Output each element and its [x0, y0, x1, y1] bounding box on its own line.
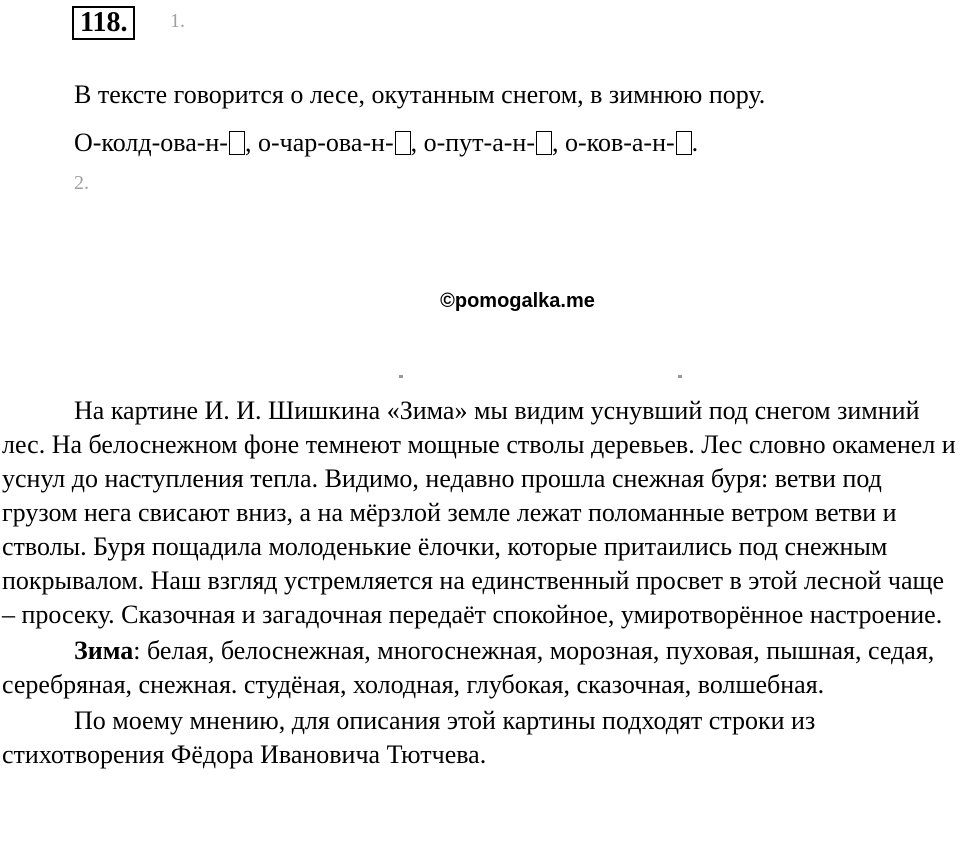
essay-text [2, 394, 958, 772]
ending-box-icon [536, 131, 552, 155]
divider-mark [678, 375, 682, 378]
separator: , [244, 128, 258, 157]
morpheme-word: о-пут-а-н- [423, 128, 535, 157]
exercise-number: 118. [72, 6, 135, 40]
keyword-zima: Зима [74, 636, 134, 665]
ending-box-icon [676, 131, 692, 155]
task1-sentence: В тексте говорится о лесе, окутанным снегом, в зимнюю пору. [74, 80, 766, 109]
separator: , [551, 128, 565, 157]
divider-mark [399, 375, 403, 378]
essay-paragraph-1: На картине И. И. Шишкина «Зима» мы видим уснувший под снегом зимний лес. На белоснежном фоне темнеют мощные стволы деревьев. Лес словно окаменел и уснул до наступления тепла. Видимо, недавно прошла снежная буря: ветви под грузом нега свисают вниз, а на мёрзлой земле лежат поломанные ветром ветви и стволы. Буря пощадила молоденькие ёлочки, которые притаились под снежным покрывалом. Наш взгляд устремляется на единственный просвет в этой лесной чаще – просеку. Сказочная и загадочная передаёт спокойное, умиротворённое настроение. [2, 396, 956, 629]
essay-paragraph-2 [2, 634, 958, 702]
watermark: ©pomogalka.me [440, 290, 595, 312]
essay-paragraph-3: По моему мнению, для описания этой картины подходят строки из стихотворения Фёдора Ивановича Тютчева. [2, 706, 816, 769]
morpheme-word: о-чар-ова-н- [257, 128, 394, 157]
morpheme-line [74, 128, 698, 158]
separator: , [410, 128, 424, 157]
ending-box-icon [229, 131, 245, 155]
morpheme-word: О-колд-ова-н- [74, 128, 228, 157]
ending-box-icon [395, 131, 411, 155]
separator: . [691, 128, 699, 157]
epithets-list: : белая, белоснежная, многоснежная, морозная, пуховая, пышная, седая, серебряная, снежная. студёная, холодная, глубокая, сказочная, волшебная. [2, 636, 935, 699]
morpheme-word: о-ков-а-н- [564, 128, 675, 157]
task-number-1: 1. [170, 10, 185, 32]
task-number-2: 2. [74, 172, 89, 194]
